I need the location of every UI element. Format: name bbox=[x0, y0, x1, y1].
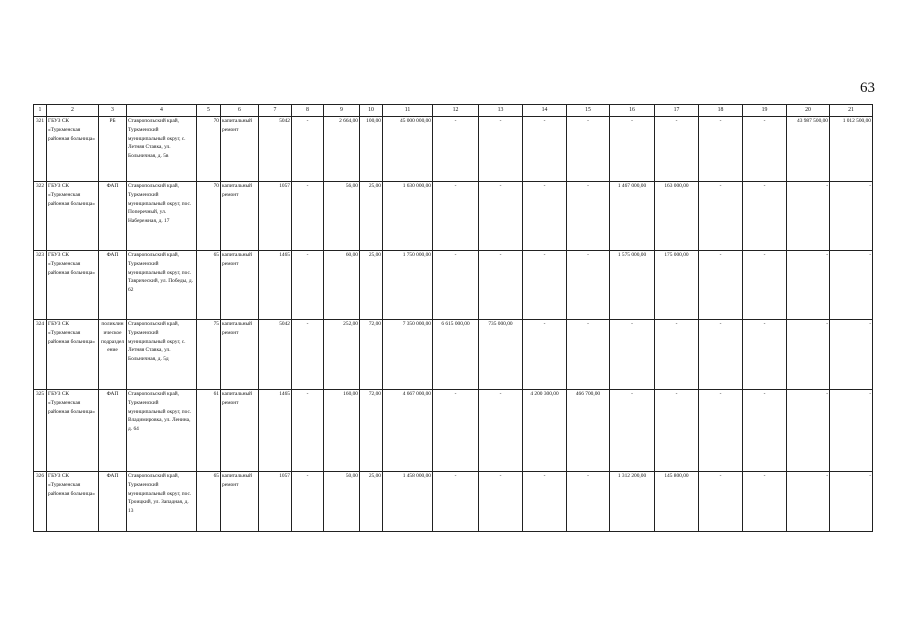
table-cell: ФАП bbox=[99, 472, 127, 532]
table-cell: - bbox=[292, 472, 324, 532]
table-cell: РБ bbox=[99, 117, 127, 182]
table-cell: - bbox=[655, 117, 699, 182]
table-cell: 6 615 000,00 bbox=[433, 320, 479, 390]
table-cell: ФАП bbox=[99, 251, 127, 320]
table-row bbox=[34, 320, 873, 390]
table-cell: 325 bbox=[34, 390, 47, 472]
column-header: 5 bbox=[197, 105, 221, 117]
table-cell: 1 467 000,00 bbox=[610, 182, 655, 251]
table-cell: - bbox=[610, 320, 655, 390]
table-cell: - bbox=[787, 320, 830, 390]
column-header: 7 bbox=[259, 105, 292, 117]
table-cell: 1 012 500,00 bbox=[830, 117, 873, 182]
table-cell: - bbox=[567, 472, 610, 532]
column-header: 9 bbox=[324, 105, 360, 117]
table-cell: - bbox=[743, 182, 787, 251]
table-cell: - bbox=[743, 472, 787, 532]
table-cell: Ставропольский край, Туркменский муниципальный округ, пос. Владимировка, ул. Ленина, д. 64 bbox=[127, 390, 197, 472]
table-cell: капитальный ремонт bbox=[221, 320, 259, 390]
table-cell: - bbox=[433, 182, 479, 251]
table-cell: 466 700,00 bbox=[567, 390, 610, 472]
table-cell: 75 bbox=[197, 320, 221, 390]
table-cell: - bbox=[699, 182, 743, 251]
table-cell: - bbox=[292, 117, 324, 182]
table-cell: капитальный ремонт bbox=[221, 390, 259, 472]
table-cell: 1 630 000,00 bbox=[383, 182, 433, 251]
table-cell: 7 350 000,00 bbox=[383, 320, 433, 390]
table-cell: - bbox=[699, 390, 743, 472]
table-cell: - bbox=[479, 182, 523, 251]
table-cell: - bbox=[699, 472, 743, 532]
table-cell: - bbox=[830, 390, 873, 472]
table-cell: - bbox=[433, 390, 479, 472]
page-number: 63 bbox=[860, 80, 875, 96]
table-cell: - bbox=[743, 390, 787, 472]
table-cell: - bbox=[787, 472, 830, 532]
table-cell: 1057 bbox=[259, 182, 292, 251]
table-cell: Ставропольский край, Туркменский муниципальный округ, с. Летняя Ставка, ул. Больничная, д. 5в bbox=[127, 117, 197, 182]
table-cell: 322 bbox=[34, 182, 47, 251]
table-cell: - bbox=[655, 390, 699, 472]
table-cell: - bbox=[610, 390, 655, 472]
table-cell: - bbox=[567, 182, 610, 251]
column-header: 14 bbox=[523, 105, 567, 117]
table-cell: - bbox=[292, 251, 324, 320]
table-cell: ФАП bbox=[99, 390, 127, 472]
column-header: 6 bbox=[221, 105, 259, 117]
table-cell: - bbox=[479, 251, 523, 320]
table-cell: 160,00 bbox=[324, 390, 360, 472]
table-cell: ГБУЗ СК «Туркменская районная больница» bbox=[47, 472, 99, 532]
column-header: 17 bbox=[655, 105, 699, 117]
table-cell: Ставропольский край, Туркменский муниципальный округ, с. Летняя Ставка, ул. Больничная, д. 5д bbox=[127, 320, 197, 390]
table-cell: капитальный ремонт bbox=[221, 182, 259, 251]
table-cell: 1465 bbox=[259, 390, 292, 472]
table-cell: 4 200 300,00 bbox=[523, 390, 567, 472]
table-cell: 1 312 200,00 bbox=[610, 472, 655, 532]
table-cell: 4 667 000,00 bbox=[383, 390, 433, 472]
table-cell: 2 664,00 bbox=[324, 117, 360, 182]
table-cell: 326 bbox=[34, 472, 47, 532]
column-header: 1 bbox=[34, 105, 47, 117]
table-cell: 25,00 bbox=[360, 182, 383, 251]
table-cell: 175 000,00 bbox=[655, 251, 699, 320]
table-cell: - bbox=[433, 117, 479, 182]
table-cell: - bbox=[699, 117, 743, 182]
column-header: 21 bbox=[830, 105, 873, 117]
table-cell: капитальный ремонт bbox=[221, 251, 259, 320]
table-cell: 252,00 bbox=[324, 320, 360, 390]
table-cell: - bbox=[743, 251, 787, 320]
table-cell: 5042 bbox=[259, 117, 292, 182]
table-cell: 65 bbox=[197, 251, 221, 320]
table-cell: - bbox=[787, 182, 830, 251]
table-cell: - bbox=[830, 182, 873, 251]
column-header: 4 bbox=[127, 105, 197, 117]
table-cell: 60,00 bbox=[324, 251, 360, 320]
column-header: 20 bbox=[787, 105, 830, 117]
table-row bbox=[34, 251, 873, 320]
table-cell: поликлиническое подразделение bbox=[99, 320, 127, 390]
table-cell: - bbox=[523, 182, 567, 251]
column-header: 2 bbox=[47, 105, 99, 117]
table-cell: - bbox=[610, 117, 655, 182]
table-cell: - bbox=[292, 182, 324, 251]
column-header: 19 bbox=[743, 105, 787, 117]
table-cell: - bbox=[567, 251, 610, 320]
table-cell: 163 000,00 bbox=[655, 182, 699, 251]
table-cell: - bbox=[567, 117, 610, 182]
column-header: 18 bbox=[699, 105, 743, 117]
table-cell: Ставропольский край, Туркменский муниципальный округ, пос. Таврический, ул. Победы, д. 62 bbox=[127, 251, 197, 320]
table-cell: 45 000 000,00 bbox=[383, 117, 433, 182]
table-cell: 323 bbox=[34, 251, 47, 320]
table-cell: - bbox=[655, 320, 699, 390]
table-row bbox=[34, 390, 873, 472]
table-cell: - bbox=[479, 117, 523, 182]
table-cell: ГБУЗ СК «Туркменская районная больница» bbox=[47, 182, 99, 251]
data-table bbox=[33, 104, 873, 532]
table-cell: 321 bbox=[34, 117, 47, 182]
table-cell: - bbox=[567, 320, 610, 390]
column-header: 16 bbox=[610, 105, 655, 117]
table-cell: 5042 bbox=[259, 320, 292, 390]
table-cell: - bbox=[292, 390, 324, 472]
table-cell: 65 bbox=[197, 472, 221, 532]
header-row bbox=[34, 105, 873, 117]
table-cell: 50,00 bbox=[324, 472, 360, 532]
table-cell: - bbox=[479, 390, 523, 472]
table-cell: 43 987 500,00 bbox=[787, 117, 830, 182]
table-cell: - bbox=[433, 251, 479, 320]
column-header: 12 bbox=[433, 105, 479, 117]
column-header: 15 bbox=[567, 105, 610, 117]
table-cell: 61 bbox=[197, 390, 221, 472]
table-cell: - bbox=[787, 251, 830, 320]
column-header: 11 bbox=[383, 105, 433, 117]
table-cell: 1465 bbox=[259, 251, 292, 320]
table-cell: капитальный ремонт bbox=[221, 117, 259, 182]
table-cell: - bbox=[479, 472, 523, 532]
table-cell: 324 bbox=[34, 320, 47, 390]
table-cell: - bbox=[523, 251, 567, 320]
table-cell: - bbox=[433, 472, 479, 532]
table-cell: - bbox=[830, 472, 873, 532]
table-cell: - bbox=[830, 320, 873, 390]
table-cell: 100,00 bbox=[360, 117, 383, 182]
table-cell: - bbox=[787, 390, 830, 472]
column-header: 3 bbox=[99, 105, 127, 117]
table-cell: 735 000,00 bbox=[479, 320, 523, 390]
table-cell: 72,00 bbox=[360, 390, 383, 472]
column-header: 13 bbox=[479, 105, 523, 117]
column-header: 8 bbox=[292, 105, 324, 117]
table-cell: - bbox=[699, 251, 743, 320]
table-cell: ГБУЗ СК «Туркменская районная больница» bbox=[47, 117, 99, 182]
table-row bbox=[34, 472, 873, 532]
table-cell: 70 bbox=[197, 182, 221, 251]
table-cell: - bbox=[523, 472, 567, 532]
table-cell: капитальный ремонт bbox=[221, 472, 259, 532]
table-cell: ГБУЗ СК «Туркменская районная больница» bbox=[47, 320, 99, 390]
table-cell: - bbox=[699, 320, 743, 390]
table-row bbox=[34, 117, 873, 182]
table-cell: - bbox=[830, 251, 873, 320]
table-cell: Ставропольский край, Туркменский муниципальный округ, пос. Троицкий, ул. Западная, д. 13 bbox=[127, 472, 197, 532]
column-header: 10 bbox=[360, 105, 383, 117]
table-cell: ГБУЗ СК «Туркменская районная больница» bbox=[47, 251, 99, 320]
table-cell: 145 800,00 bbox=[655, 472, 699, 532]
table-cell: 72,00 bbox=[360, 320, 383, 390]
table-cell: ФАП bbox=[99, 182, 127, 251]
table-cell: - bbox=[743, 117, 787, 182]
table-row bbox=[34, 182, 873, 251]
table-cell: Ставропольский край, Туркменский муниципальный округ, пос. Поперечный, ул. Набережная, д. 17 bbox=[127, 182, 197, 251]
table-cell: 1 458 000,00 bbox=[383, 472, 433, 532]
table-cell: 25,00 bbox=[360, 251, 383, 320]
table-cell: 56,00 bbox=[324, 182, 360, 251]
table-cell: 1 750 000,00 bbox=[383, 251, 433, 320]
table-cell: - bbox=[523, 320, 567, 390]
table-cell: ГБУЗ СК «Туркменская районная больница» bbox=[47, 390, 99, 472]
table-cell: 1 575 000,00 bbox=[610, 251, 655, 320]
table-cell: 70 bbox=[197, 117, 221, 182]
table-cell: 25,00 bbox=[360, 472, 383, 532]
table-cell: - bbox=[292, 320, 324, 390]
table-cell: 1057 bbox=[259, 472, 292, 532]
table-cell: - bbox=[743, 320, 787, 390]
table-cell: - bbox=[523, 117, 567, 182]
